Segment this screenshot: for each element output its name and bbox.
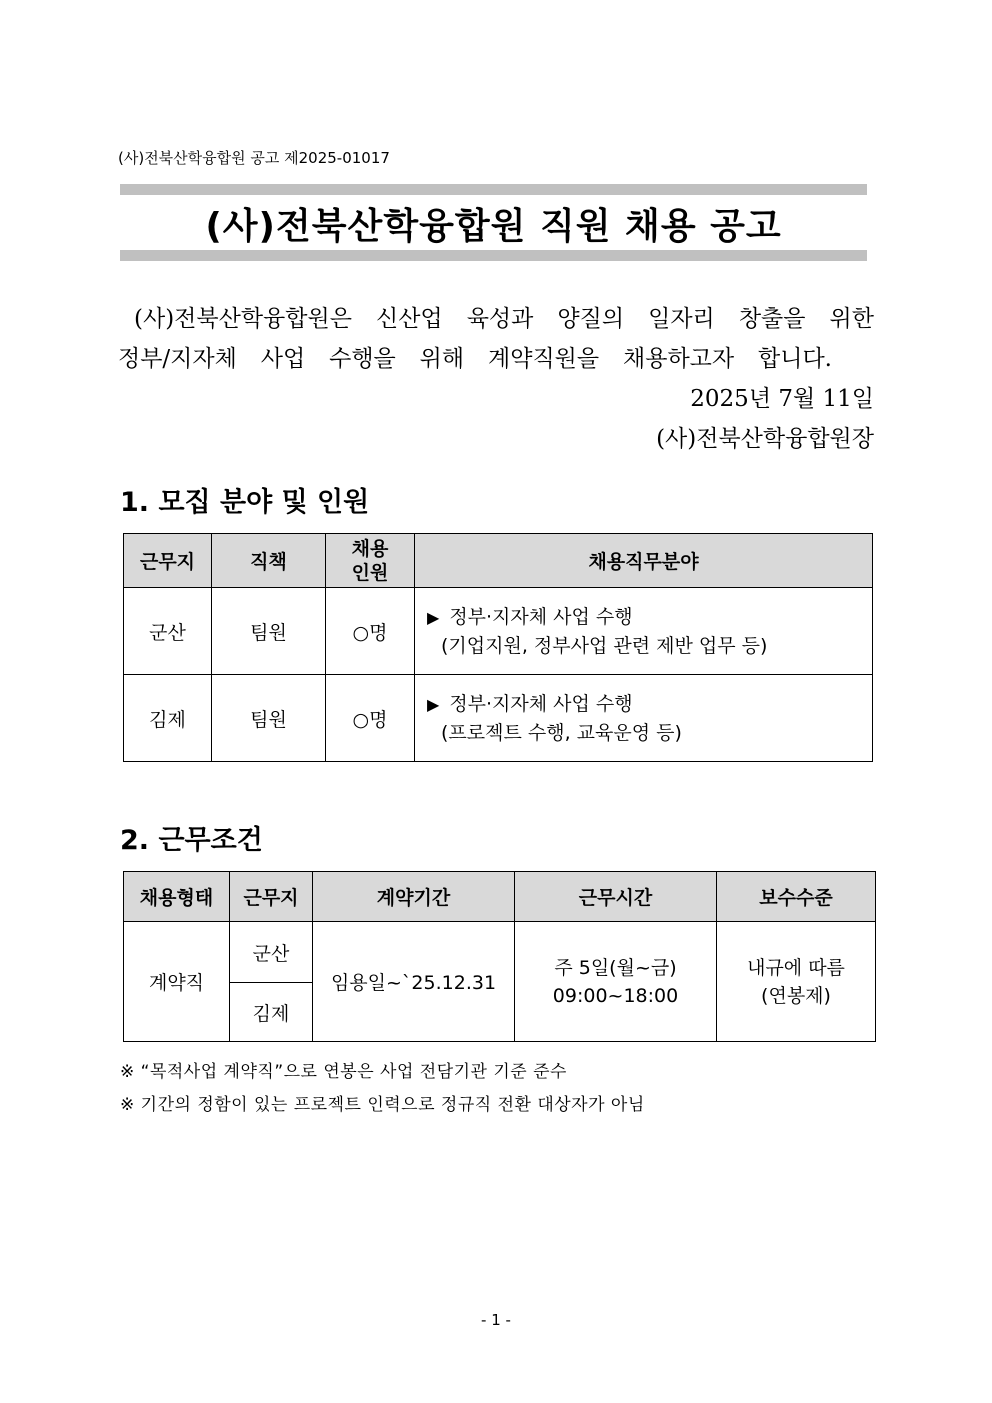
contract-period: 임용일~`25.12.31 xyxy=(313,922,515,1042)
note-1: ※ “목적사업 계약직”으로 연봉은 사업 전담기관 기준 준수 xyxy=(120,1062,567,1082)
location-gimje: 김제 xyxy=(230,983,313,1042)
arrow-icon: ▶ xyxy=(427,607,440,627)
header-work-hours: 근무시간 xyxy=(515,872,717,922)
row-location: 군산 xyxy=(124,588,212,675)
row-headcount: ○명 xyxy=(326,675,415,762)
employment-type: 계약직 xyxy=(124,922,230,1042)
recruitment-table xyxy=(123,533,873,762)
header-pay: 보수수준 xyxy=(717,872,876,922)
row-position: 팀원 xyxy=(212,588,326,675)
row-duty xyxy=(415,675,873,762)
header-duty: 채용직무분야 xyxy=(415,534,873,588)
title-bar-top xyxy=(120,184,867,195)
conditions-table xyxy=(123,871,876,1042)
duty-detail: (프로젝트 수행, 교육운영 등) xyxy=(441,721,682,744)
intro-line-1: (사)전북산학융합원은 신산업 육성과 양질의 일자리 창출을 위한 xyxy=(134,306,874,332)
table-row xyxy=(124,675,873,762)
row-duty xyxy=(415,588,873,675)
pay-line-1: 내규에 따름 xyxy=(747,956,845,979)
arrow-icon: ▶ xyxy=(427,694,440,714)
note-2: ※ 기간의 정함이 있는 프로젝트 인력으로 정규직 전환 대상자가 아님 xyxy=(120,1095,645,1115)
row-position: 팀원 xyxy=(212,675,326,762)
header-location: 근무지 xyxy=(124,534,212,588)
work-days: 주 5일(월~금) xyxy=(554,956,677,979)
section-1-heading: 1. 모집 분야 및 인원 xyxy=(120,487,370,518)
work-time xyxy=(515,922,717,1042)
section-2-heading: 2. 근무조건 xyxy=(120,825,263,856)
row-headcount: ○명 xyxy=(326,588,415,675)
location-gunsan: 군산 xyxy=(230,922,313,983)
table-row xyxy=(124,588,873,675)
header-contract-period: 계약기간 xyxy=(313,872,515,922)
header-location: 근무지 xyxy=(230,872,313,922)
notice-signer: (사)전북산학융합원장 xyxy=(656,426,874,452)
work-hours: 09:00~18:00 xyxy=(552,984,679,1007)
header-headcount: 채용 인원 xyxy=(326,534,415,588)
page-number: - 1 - xyxy=(481,1311,511,1329)
header-position: 직책 xyxy=(212,534,326,588)
intro-line-2: 정부/지자체 사업 수행을 위해 계약직원을 채용하고자 합니다. xyxy=(118,346,832,372)
pay-line-2: (연봉제) xyxy=(761,984,831,1007)
duty-title: 정부·지자체 사업 수행 xyxy=(449,692,633,715)
title-bar-bottom xyxy=(120,250,867,261)
notice-number: (사)전북산학융합원 공고 제2025-01017 xyxy=(118,149,390,167)
notice-date: 2025년 7월 11일 xyxy=(690,386,874,412)
duty-detail: (기업지원, 정부사업 관련 제반 업무 등) xyxy=(441,634,768,657)
row-location: 김제 xyxy=(124,675,212,762)
header-employment-type: 채용형태 xyxy=(124,872,230,922)
page-title: (사)전북산학융합원 직원 채용 공고 xyxy=(205,206,782,247)
pay-level xyxy=(717,922,876,1042)
duty-title: 정부·지자체 사업 수행 xyxy=(449,605,633,628)
